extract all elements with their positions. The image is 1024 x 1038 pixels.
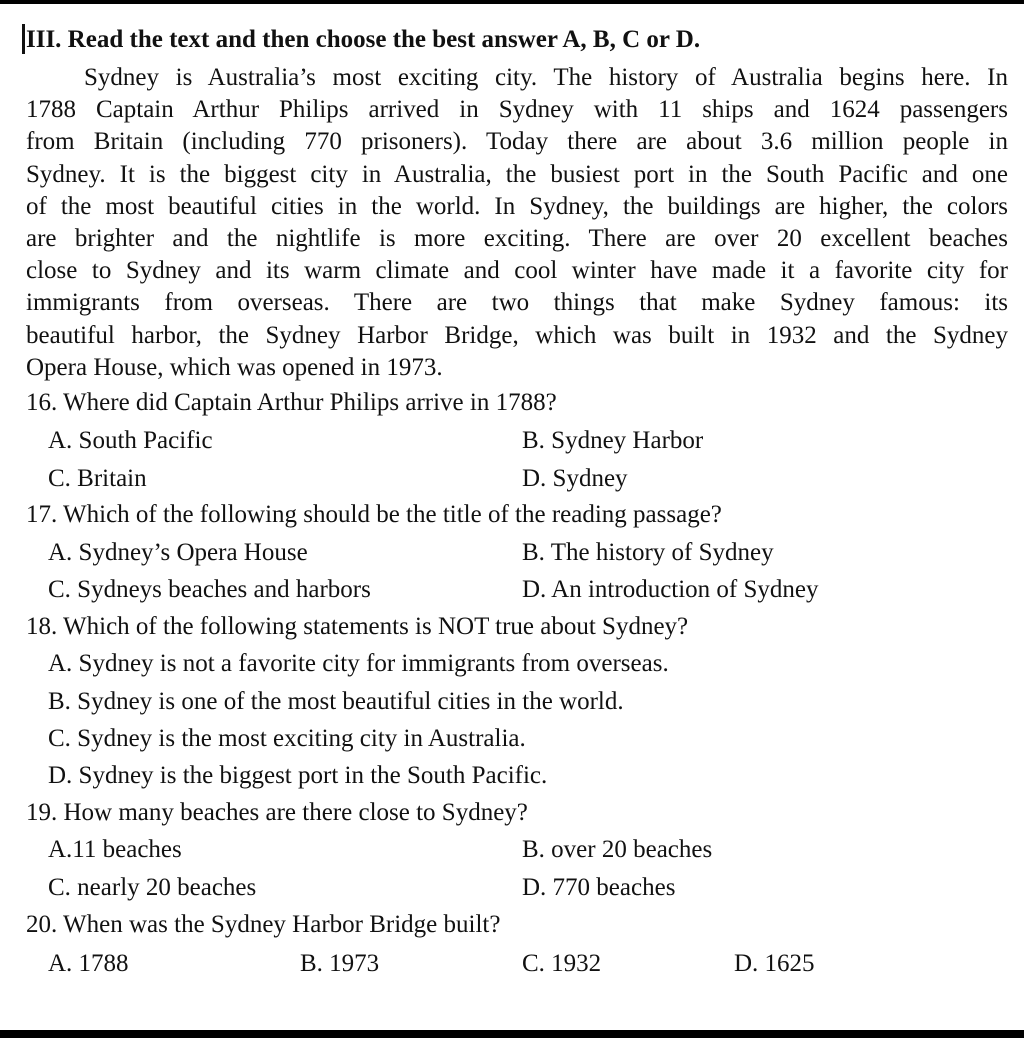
passage-line: Opera House, which was opened in 1973. <box>26 353 443 381</box>
option-16-d[interactable]: D. Sydney <box>522 465 628 492</box>
passage-line: are brighter and the nightlife is more exciting. There are over 20 excellent beaches <box>26 224 1008 252</box>
option-16-c[interactable]: C. Britain <box>48 465 147 492</box>
passage-line: beautiful harbor, the Sydney Harbor Bridge, which was built in 1932 and the Sydney <box>26 321 1008 349</box>
passage-line: of the most beautiful cities in the world. In Sydney, the buildings are higher, the colors <box>26 192 1008 220</box>
option-16-b[interactable]: B. Sydney Harbor <box>522 427 704 454</box>
question-19: 19. How many beaches are there close to Sydney? <box>26 799 528 826</box>
option-17-d[interactable]: D. An introduction of Sydney <box>522 576 819 603</box>
option-18-b[interactable]: B. Sydney is one of the most beautiful cities in the world. <box>48 688 624 715</box>
passage-line: Sydney is Australia’s most exciting city. The history of Australia begins here. In <box>84 64 1008 91</box>
passage-line: Sydney. It is the biggest city in Australia, the busiest port in the South Pacific and one <box>26 160 1008 188</box>
option-17-b[interactable]: B. The history of Sydney <box>522 539 774 566</box>
passage-line: 1788 Captain Arthur Philips arrived in Sydney with 11 ships and 1624 passengers <box>26 96 1008 124</box>
option-16-a[interactable]: A. South Pacific <box>48 427 213 454</box>
option-18-d[interactable]: D. Sydney is the biggest port in the South Pacific. <box>48 762 548 789</box>
passage-line: from Britain (including 770 prisoners). Today there are about 3.6 million people in <box>26 128 1008 156</box>
option-19-b[interactable]: B. over 20 beaches <box>522 836 713 863</box>
passage-line: immigrants from overseas. There are two things that make Sydney famous: its <box>26 289 1008 317</box>
option-17-c[interactable]: C. Sydneys beaches and harbors <box>48 576 371 603</box>
option-18-c[interactable]: C. Sydney is the most exciting city in Australia. <box>48 725 526 752</box>
question-18: 18. Which of the following statements is NOT true about Sydney? <box>26 613 689 640</box>
worksheet-page <box>0 4 1024 1030</box>
option-18-a[interactable]: A. Sydney is not a favorite city for immigrants from overseas. <box>48 650 669 677</box>
section-heading: III. Read the text and then choose the best answer A, B, C or D. <box>26 26 701 53</box>
option-19-a[interactable]: A.11 beaches <box>48 836 182 863</box>
margin-bar <box>22 24 25 54</box>
passage-line: close to Sydney and its warm climate and cool winter have made it a favorite city for <box>26 257 1008 285</box>
question-20: 20. When was the Sydney Harbor Bridge built? <box>26 911 501 938</box>
option-19-c[interactable]: C. nearly 20 beaches <box>48 874 257 901</box>
reading-passage <box>26 62 1008 384</box>
question-17: 17. Which of the following should be the title of the reading passage? <box>26 501 722 528</box>
option-20-d[interactable]: D. 1625 <box>734 950 815 977</box>
option-17-a[interactable]: A. Sydney’s Opera House <box>48 539 308 566</box>
question-16: 16. Where did Captain Arthur Philips arrive in 1788? <box>26 389 557 416</box>
option-19-d[interactable]: D. 770 beaches <box>522 874 676 901</box>
option-20-c[interactable]: C. 1932 <box>522 950 602 977</box>
option-20-b[interactable]: B. 1973 <box>300 950 380 977</box>
option-20-a[interactable]: A. 1788 <box>48 950 129 977</box>
